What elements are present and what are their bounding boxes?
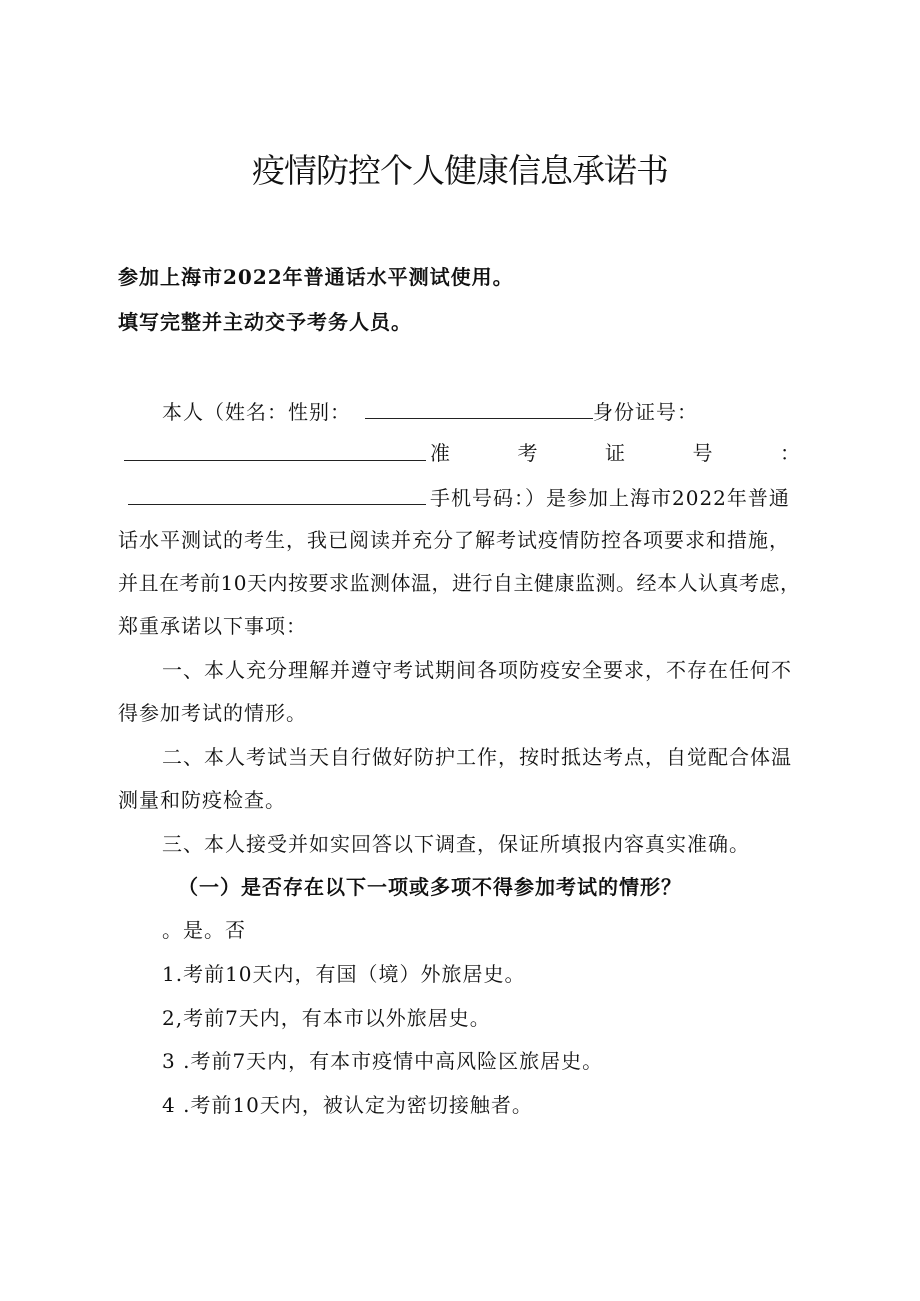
survey-condition-3: 3 .考前7天内，有本市疫情中高风险区旅居史。: [162, 1049, 604, 1073]
survey-condition-1: 1.考前10天内，有国（境）外旅居史。: [162, 962, 526, 986]
ticket-char: 号: [692, 441, 713, 465]
ticket-char: 考: [517, 441, 538, 465]
ticket-number-label: [430, 438, 800, 468]
name-gender-blank[interactable]: [365, 396, 593, 419]
item-2-line-b: 测量和防疫检查。: [118, 788, 286, 812]
declaration-line-4: 话水平测试的考生，我已阅读并充分了解考试疫情防控各项要求和措施，: [118, 528, 790, 552]
ticket-char: ：: [780, 441, 800, 465]
ticket-char: 证: [605, 441, 625, 465]
ticket-char: 准: [430, 441, 450, 465]
declaration-line-6: 郑重承诺以下事项：: [118, 614, 307, 638]
document-title: 疫情防控个人健康信息承诺书: [252, 151, 668, 190]
item-1-line-a: 一、本人充分理解并遵守考试期间各项防疫安全要求，不存在任何不: [162, 658, 792, 682]
intro-usage-line: 参加上海市2022年普通话水平测试使用。: [118, 265, 514, 289]
declaration-line-1: [162, 396, 698, 427]
declaration-line-3: [128, 482, 790, 513]
survey-options[interactable]: 。是。否: [162, 918, 246, 942]
survey-condition-2: 2,考前7天内，有本市以外旅居史。: [162, 1006, 491, 1030]
item-2-line-a: 二、本人考试当天自行做好防护工作，按时抵达考点，自觉配合体温: [162, 745, 792, 769]
intro-instruction-line: 填写完整并主动交予考务人员。: [118, 310, 412, 334]
id-number-label: 身份证号：: [593, 400, 698, 424]
ticket-number-blank[interactable]: [128, 482, 426, 505]
id-number-blank[interactable]: [124, 438, 426, 461]
item-1-line-b: 得参加考试的情形。: [118, 701, 307, 725]
name-gender-label: 本人（姓名：性别：: [162, 400, 351, 424]
phone-label: 手机号码：）是参加上海市2022年普通: [430, 486, 790, 510]
survey-condition-4: 4 .考前10天内，被认定为密切接触者。: [162, 1093, 533, 1117]
id-number-blank-line: [124, 438, 426, 469]
declaration-line-5: 并且在考前10天内按要求监测体温，进行自主健康监测。经本人认真考虑，: [118, 571, 801, 595]
item-3-line: 三、本人接受并如实回答以下调查，保证所填报内容真实准确。: [162, 832, 750, 856]
survey-question: （一）是否存在以下一项或多项不得参加考试的情形？: [178, 875, 682, 899]
